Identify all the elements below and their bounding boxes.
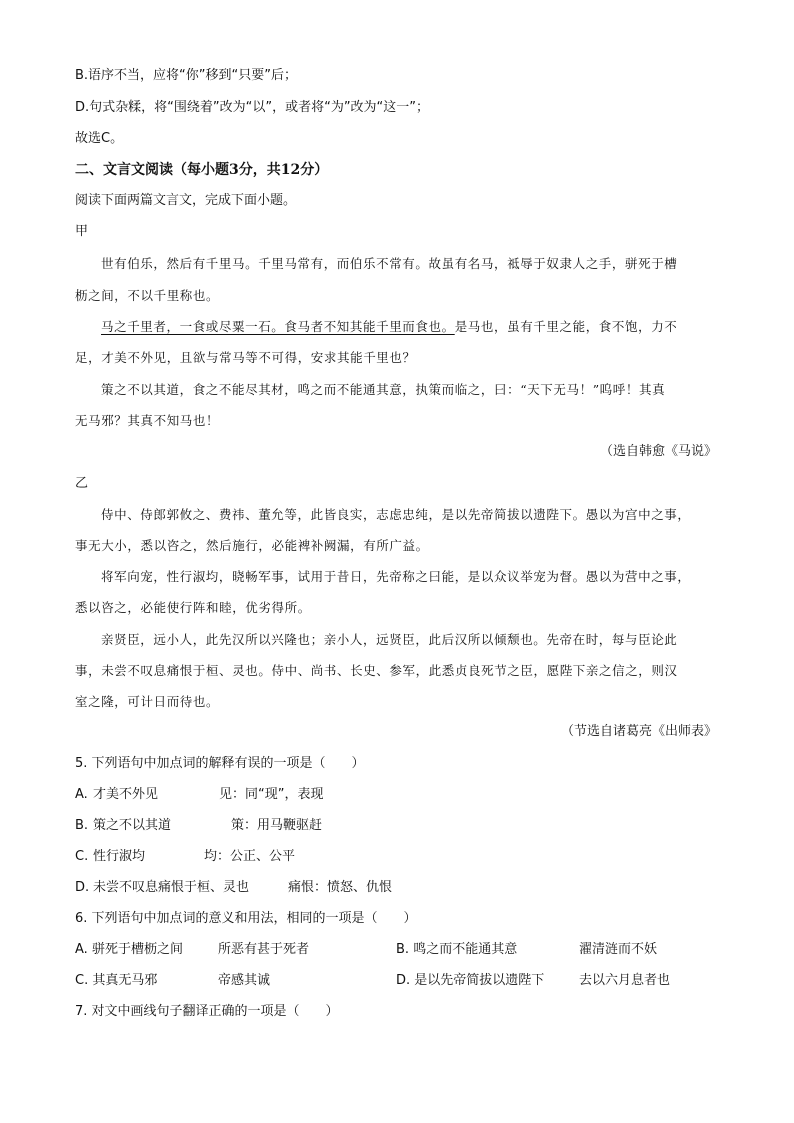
option-gloss: 策：用马鞭驱赶	[231, 818, 323, 833]
q6-option-d-pair: 去以六月息者也	[579, 973, 671, 988]
option-label: D.	[75, 880, 90, 895]
passage-yi-p2-line2: 悉以咨之，必能使行阵和睦，优劣得所。	[75, 600, 311, 615]
passage-jia-source: （选自韩愈《马说》	[599, 444, 717, 459]
explanation-b: B.语序不当，应将“你”移到“只要”后；	[75, 68, 297, 83]
section-heading: 二、文言文阅读（每小题3分，共12分）	[75, 162, 329, 178]
passage-jia-p1-line1: 世有伯乐，然后有千里马。千里马常有，而伯乐不常有。故虽有名马，祗辱于奴隶人之手，骈死于槽	[101, 256, 678, 271]
section-instruction: 阅读下面两篇文言文，完成下面小题。	[75, 193, 297, 208]
passage-jia-p2-line1	[101, 317, 719, 337]
passage-jia-p3-line2: 无马邪？其真不知马也！	[75, 413, 220, 428]
passage-yi-p2-line1: 将军向宠，性行淑均，晓畅军事，试用于昔日，先帝称之曰能，是以众议举宠为督。愚以为营中之事，	[101, 569, 691, 584]
option-gloss: 见：同“现”，表现	[219, 787, 324, 802]
option-label: B.	[75, 818, 89, 833]
option-gloss: 痛恨：愤怒、仇恨	[288, 880, 393, 895]
question-7-stem: 7. 对文中画线句子翻译正确的一项是（ ）	[75, 1004, 339, 1019]
q6-option-a-pair: 所恶有甚于死者	[218, 942, 310, 957]
q6-option-b-pair: 濯清涟而不妖	[579, 942, 658, 957]
passage-yi-p3-line1: 亲贤臣，远小人，此先汉所以兴隆也；亲小人，远贤臣，此后汉所以倾颓也。先帝在时，每与臣论此	[101, 632, 678, 647]
option-label: A.	[75, 787, 88, 802]
passage-yi-label: 乙	[75, 476, 89, 491]
underlined-sentence: 马之千里者，一食或尽粟一石。食马者不知其能千里而食也。	[101, 319, 455, 334]
passage-yi-source: （节选自诸葛亮《出师表》	[560, 724, 717, 739]
q6-option-c[interactable]	[75, 971, 157, 991]
question-6-stem: 6. 下列语句中加点词的意义和用法，相同的一项是（ ）	[75, 911, 417, 926]
option-text: 鸣之而不能通其意	[413, 942, 518, 957]
q6-option-a[interactable]	[75, 940, 183, 960]
option-label: C.	[75, 973, 89, 988]
option-text: 其真无马邪	[92, 973, 158, 988]
option-label: C.	[75, 849, 89, 864]
option-text: 策之不以其道	[93, 818, 172, 833]
explanation-d: D.句式杂糅，将“围绕着”改为“以”，或者将“为”改为“这一”；	[75, 100, 430, 115]
q6-option-d[interactable]	[396, 971, 544, 991]
option-label: A.	[75, 942, 88, 957]
option-label: B.	[396, 942, 410, 957]
passage-jia-label: 甲	[75, 224, 89, 239]
question-5-stem: 5. 下列语句中加点词的解释有误的一项是（ ）	[75, 756, 365, 771]
option-text: 未尝不叹息痛恨于桓、灵也	[93, 880, 250, 895]
option-text: 才美不外见	[93, 787, 159, 802]
option-text: 性行淑均	[93, 849, 146, 864]
passage-yi-p3-line3: 室之隆，可计日而待也。	[75, 694, 220, 709]
option-label: D.	[396, 973, 411, 988]
passage-jia-p3-line1: 策之不以其道，食之不能尽其材，鸣之而不能通其意，执策而临之，曰：“天下无马！”呜呼！其真	[101, 382, 666, 397]
option-text: 骈死于槽枥之间	[91, 942, 183, 957]
passage-jia-p1-line2: 枥之间，不以千里称也。	[75, 288, 220, 303]
answer-line: 故选C。	[75, 131, 124, 146]
passage-yi-p3-line2: 事，未尝不叹息痛恨于桓、灵也。侍中、尚书、长史、参军，此悉贞良死节之臣，愿陛下亲之信之，则汉	[75, 663, 678, 678]
option-gloss: 均：公正、公平	[204, 849, 296, 864]
passage-jia-p2-line2: 足，才美不外见，且欲与常马等不可得，安求其能千里也？	[75, 350, 416, 365]
q6-option-b[interactable]	[396, 940, 517, 960]
passage-jia-p2-line1-rest: 是马也，虽有千里之能，食不饱，力不	[454, 319, 678, 334]
passage-yi-p1-line1: 侍中、侍郎郭攸之、费祎、董允等，此皆良实，志虑忠纯，是以先帝简拔以遗陛下。愚以为宫中之事，	[101, 507, 691, 522]
q6-option-c-pair: 帝感其诚	[218, 973, 271, 988]
option-text: 是以先帝简拔以遗陛下	[414, 973, 545, 988]
passage-yi-p1-line2: 事无大小，悉以咨之，然后施行，必能裨补阙漏，有所广益。	[75, 538, 429, 553]
